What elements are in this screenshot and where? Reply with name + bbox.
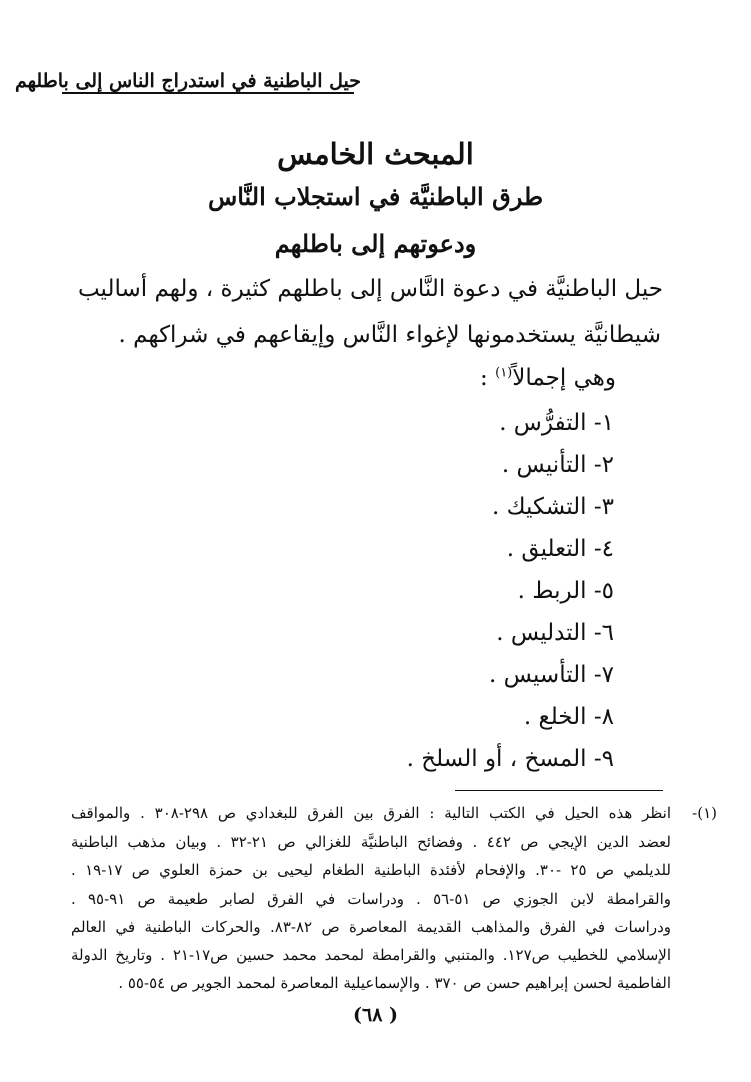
list-intro-colon: :	[480, 365, 496, 391]
footnote-rule	[455, 790, 663, 791]
footnote-line: لعضد الدين الإيجي ص ٤٤٢ . وفضائح الباطنيَّة للغزالي ص ٢١-٣٢ . وبيان مذهب الباطنية	[71, 833, 671, 851]
list-intro	[480, 365, 616, 391]
list-item: ٢- التأنيس .	[501, 452, 614, 478]
list-item: ٧- التأسيس .	[489, 662, 614, 688]
list-item: ٦- التدليس .	[496, 620, 614, 646]
header-rule	[62, 92, 354, 94]
paragraph-line2: شيطانيَّة يستخدمونها لإغواء النَّاس وإيقاعهم في شراكهم .	[118, 322, 661, 348]
section-subtitle-line1: طرق الباطنيَّة في استجلاب النَّاس	[207, 182, 544, 211]
footnote-reference: (١)	[495, 365, 513, 381]
paragraph-line1: حيل الباطنيَّة في دعوة النَّاس إلى باطلهم كثيرة ، ولهم أساليب	[77, 276, 663, 302]
footnote-line: الإسلامي للخطيب ص١٢٧. والمتنبي والقرامطة لمحمد محمد حسين ص١٧-٢١ . وتاريخ الدولة	[71, 946, 671, 964]
list-item: ١- التفرُّس .	[499, 410, 614, 436]
footnote-line: ودراسات في الفرق والمذاهب القديمة المعاصرة ص ٨٢-٨٣. والحركات الباطنية في العالم	[71, 918, 671, 936]
page-number: ( ٦٨)	[352, 1004, 399, 1026]
list-item: ٩- المسخ ، أو السلخ .	[406, 746, 614, 772]
list-item: ٨- الخلع .	[523, 704, 614, 730]
footnote-line: للديلمي ص ٢٥ -٣٠. والإفحام لأفئدة الباطنية الطغام ليحيى بن حمزة العلوي ص ١٧-١٩ .	[71, 861, 671, 879]
footnote-marker: (١)-	[692, 804, 717, 822]
section-subtitle-line2: ودعوتهم إلى باطلهم	[274, 229, 477, 258]
footnote-line: الفاطمية لحسن إبراهيم حسن ص ٣٧٠ . والإسماعيلية المعاصرة لمحمد الجوير ص ٥٤-٥٥ .	[118, 974, 671, 992]
list-item: ٣- التشكيك .	[492, 494, 614, 520]
list-intro-text: وهي إجمالاً	[512, 365, 616, 391]
list-item: ٤- التعليق .	[506, 536, 614, 562]
section-title: المبحث الخامس	[277, 137, 474, 171]
list-item: ٥- الربط .	[517, 578, 614, 604]
running-head-title: حيل الباطنية في استدراج الناس إلى باطلهم	[14, 70, 361, 92]
footnote-line: والقرامطة لابن الجوزي ص ٥١-٥٦ . ودراسات في الفرق لصابر طعيمة ص ٩١-٩٥ .	[71, 890, 671, 908]
footnote-line: انظر هذه الحيل في الكتب التالية : الفرق بين الفرق للبغدادي ص ٢٩٨-٣٠٨ . والمواقف	[71, 804, 671, 822]
